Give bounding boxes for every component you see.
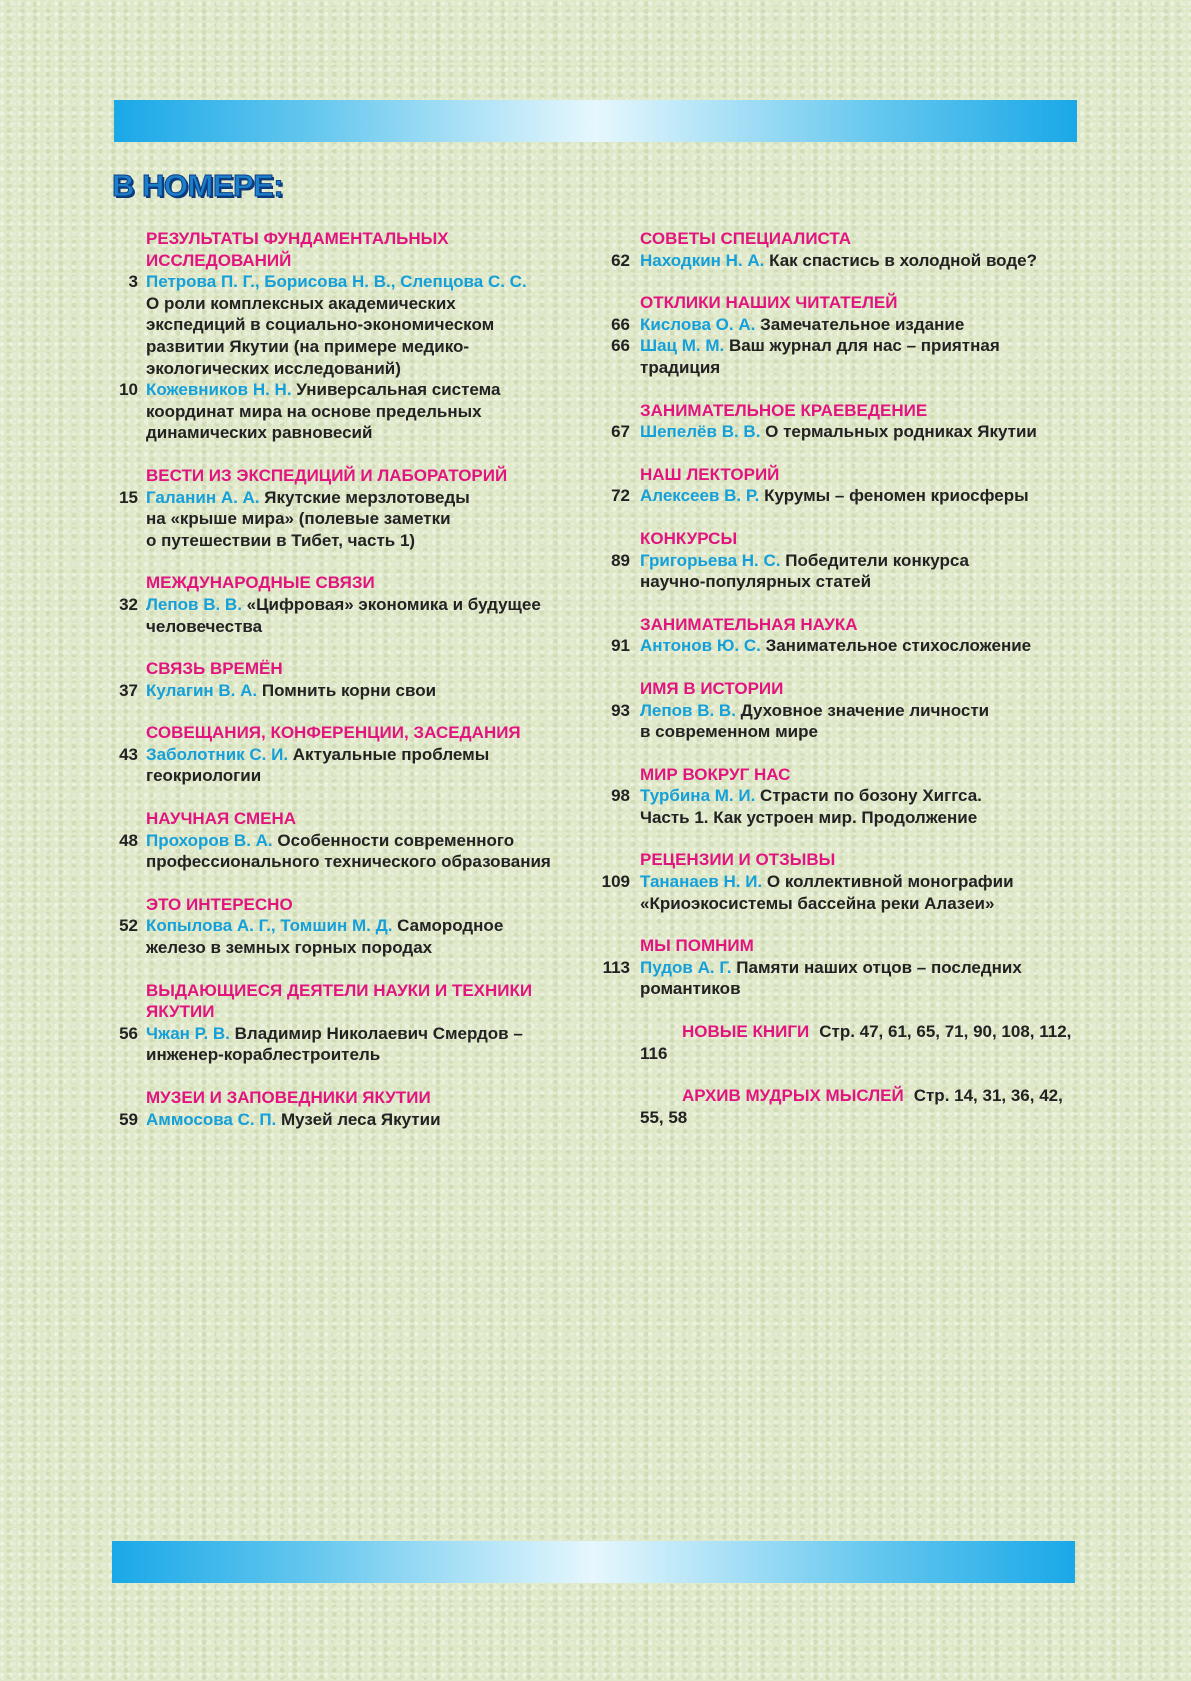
page-number: 62 xyxy=(611,250,630,270)
section-heading-line: ВЫДАЮЩИЕСЯ ДЕЯТЕЛИ НАУКИ И ТЕХНИКИ xyxy=(146,980,533,1000)
page-number: 52 xyxy=(119,916,138,936)
section-heading-line: ЯКУТИИ xyxy=(146,1002,215,1022)
article-author: Аммосова С. П. xyxy=(146,1109,277,1129)
article-author: Шац М. М. xyxy=(640,336,725,356)
article-title: экологических исследований) xyxy=(146,358,401,378)
page-number: 91 xyxy=(611,636,630,656)
section-heading: СОВЕТЫ СПЕЦИАЛИСТА xyxy=(640,229,851,248)
toc-entry xyxy=(598,421,1088,443)
article-title: О роли комплексных академических xyxy=(146,293,456,313)
page-number: 113 xyxy=(602,957,630,977)
article-title: развитии Якутии (на примере медико- xyxy=(146,336,470,356)
page-number: 66 xyxy=(611,336,630,356)
inline-section xyxy=(640,1021,1088,1064)
toc-section xyxy=(112,1087,582,1130)
toc-section xyxy=(598,614,1088,657)
toc-section xyxy=(598,292,1088,378)
page-number: 67 xyxy=(611,422,630,442)
article-author: Кожевников Н. Н. xyxy=(146,380,292,400)
article-author: Лепов В. В. xyxy=(146,594,242,614)
section-heading: АРХИВ МУДРЫХ МЫСЛЕЙ xyxy=(682,1086,904,1106)
toc-entry xyxy=(598,314,1088,336)
article-title: О термальных родниках Якутии xyxy=(765,422,1037,442)
article-title: на «крыше мира» (полевые заметки xyxy=(146,509,451,529)
article-title: О коллективной монографии xyxy=(766,872,1014,892)
toc-left-column xyxy=(112,228,582,1151)
page-number: 93 xyxy=(611,700,630,720)
toc-section xyxy=(112,808,582,873)
page-number: 3 xyxy=(128,272,138,292)
toc-entry xyxy=(112,594,582,637)
article-title: «Криоэкосистемы бассейна реки Алазеи» xyxy=(640,893,995,913)
toc-entry xyxy=(598,335,1088,378)
article-author: Кислова О. А. xyxy=(640,314,756,334)
article-title: Курумы – феномен криосферы xyxy=(764,486,1029,506)
page-number: 15 xyxy=(119,487,138,507)
section-heading xyxy=(146,228,582,271)
section-heading: ЗАНИМАТЕЛЬНОЕ КРАЕВЕДЕНИЕ xyxy=(640,400,928,420)
toc-entry xyxy=(598,485,1088,507)
page-list: Стр. 47, 61, 65, 71, 90, 108, 112, 116 xyxy=(640,1022,1072,1063)
toc-section xyxy=(112,228,582,444)
toc-entry xyxy=(112,744,582,787)
toc-entry xyxy=(112,680,582,702)
section-heading: КОНКУРСЫ xyxy=(640,528,738,548)
page-title: В НОМЕРЕ: xyxy=(112,168,284,203)
section-heading: СВЯЗЬ ВРЕМЁН xyxy=(146,659,283,679)
article-title: геокриологии xyxy=(146,766,262,786)
page-number: 89 xyxy=(611,550,630,570)
toc-section xyxy=(112,572,582,637)
article-title: координат мира на основе предельных xyxy=(146,401,482,421)
page-number: 66 xyxy=(611,314,630,334)
article-title: Духовное значение личности xyxy=(740,700,990,720)
toc-entry xyxy=(112,1023,582,1066)
toc-section xyxy=(112,465,582,551)
article-title: в современном мире xyxy=(640,722,818,742)
section-heading: ВЕСТИ ИЗ ЭКСПЕДИЦИЙ И ЛАБОРАТОРИЙ xyxy=(146,465,508,485)
section-heading: НОВЫЕ КНИГИ xyxy=(682,1022,810,1042)
article-title: Ваш журнал для нас – приятная xyxy=(728,336,1000,356)
page-number: 32 xyxy=(119,594,138,614)
page-number: 48 xyxy=(119,830,138,850)
article-author: Алексеев В. Р. xyxy=(640,486,760,506)
article-title: человечества xyxy=(146,616,263,636)
article-title: динамических равновесий xyxy=(146,423,373,443)
toc-section xyxy=(112,722,582,787)
toc-entry xyxy=(112,271,582,379)
page-list: Стр. 14, 31, 36, 42, 55, 58 xyxy=(640,1086,1063,1127)
article-author: Находкин Н. А. xyxy=(640,250,765,270)
article-title: о путешествии в Тибет, часть 1) xyxy=(146,530,416,550)
page-number: 43 xyxy=(119,744,138,764)
article-title: Самородное xyxy=(397,916,504,936)
page-number: 10 xyxy=(119,380,138,400)
article-author: Чжан Р. В. xyxy=(146,1023,230,1043)
section-heading: СОВЕЩАНИЯ, КОНФЕРЕНЦИИ, ЗАСЕДАНИЯ xyxy=(146,723,521,743)
page-number: 98 xyxy=(611,786,630,806)
article-title: инженер-кораблестроитель xyxy=(146,1045,381,1065)
toc-entry xyxy=(112,915,582,958)
page-number: 59 xyxy=(119,1109,138,1129)
article-title: Замечательное издание xyxy=(760,314,965,334)
toc-entry xyxy=(598,635,1088,657)
article-author: Кулагин В. А. xyxy=(146,680,258,700)
article-title: Актуальные проблемы xyxy=(292,744,490,764)
top-decorative-band xyxy=(114,100,1077,142)
section-heading-line: ИССЛЕДОВАНИЙ xyxy=(146,250,292,270)
section-heading: РЕЦЕНЗИИ И ОТЗЫВЫ xyxy=(640,850,836,870)
section-heading: МЕЖДУНАРОДНЫЕ СВЯЗИ xyxy=(146,573,375,593)
article-author: Григорьева Н. С. xyxy=(640,550,781,570)
section-heading: МУЗЕИ И ЗАПОВЕДНИКИ ЯКУТИИ xyxy=(146,1088,431,1107)
article-author: Прохоров В. А. xyxy=(146,830,273,850)
article-title: Якутские мерзлотоведы xyxy=(264,487,470,507)
toc-section xyxy=(598,528,1088,593)
toc-section xyxy=(598,228,1088,271)
article-title: Часть 1. Как устроен мир. Продолжение xyxy=(640,807,978,827)
page-number: 56 xyxy=(119,1023,138,1043)
page-number: 37 xyxy=(119,680,138,700)
article-title: Как спастись в холодной воде? xyxy=(769,250,1037,270)
article-title: Памяти наших отцов – последних xyxy=(736,957,1022,977)
section-heading: ИМЯ В ИСТОРИИ xyxy=(640,678,784,698)
toc-entry xyxy=(598,785,1088,828)
article-title: профессионального технического образования xyxy=(146,852,551,872)
section-heading: МЫ ПОМНИМ xyxy=(640,936,754,956)
inline-section xyxy=(640,1085,1088,1128)
article-title: Страсти по бозону Хиггса. xyxy=(760,786,982,806)
toc-entry xyxy=(598,550,1088,593)
page-number: 109 xyxy=(601,872,630,892)
article-author: Тананаев Н. И. xyxy=(640,872,763,892)
article-title: Особенности современного xyxy=(277,830,515,850)
article-author: Заболотник С. И. xyxy=(146,744,289,764)
toc-section xyxy=(112,658,582,701)
article-title: романтиков xyxy=(640,979,741,999)
article-title: Помнить корни свои xyxy=(261,680,437,700)
section-heading: МИР ВОКРУГ НАС xyxy=(640,764,791,784)
article-author: Пудов А. Г. xyxy=(640,957,732,977)
article-title: Музей леса Якутии xyxy=(281,1109,441,1129)
toc-entry xyxy=(598,957,1088,1000)
toc-section xyxy=(112,980,582,1066)
section-heading: ЗАНИМАТЕЛЬНАЯ НАУКА xyxy=(640,614,858,634)
toc-entry xyxy=(598,700,1088,743)
toc-section xyxy=(598,400,1088,443)
article-author: Лепов В. В. xyxy=(640,700,736,720)
article-author: Петрова П. Г., Борисова Н. В., Слепцова С. С. xyxy=(146,272,527,292)
section-heading xyxy=(146,980,582,1023)
article-author: Турбина М. И. xyxy=(640,786,756,806)
article-title: железо в земных горных породах xyxy=(146,938,433,958)
toc-section xyxy=(598,678,1088,743)
toc-entry xyxy=(598,250,1088,272)
toc-entry xyxy=(112,830,582,873)
toc-section xyxy=(112,894,582,959)
toc-section xyxy=(598,464,1088,507)
toc-entry xyxy=(112,487,582,552)
toc-section xyxy=(598,935,1088,1000)
toc-section xyxy=(598,764,1088,829)
article-author: Копылова А. Г., Томшин М. Д. xyxy=(146,916,393,936)
article-title: Победители конкурса xyxy=(785,550,969,570)
page-number: 72 xyxy=(611,486,630,506)
article-author: Шепелёв В. В. xyxy=(640,422,761,442)
section-heading: ЭТО ИНТЕРЕСНО xyxy=(146,894,293,914)
article-title: Занимательное стихосложение xyxy=(765,636,1032,656)
section-heading: ОТКЛИКИ НАШИХ ЧИТАТЕЛЕЙ xyxy=(640,293,898,313)
section-heading: НАШ ЛЕКТОРИЙ xyxy=(640,464,780,484)
bottom-decorative-band xyxy=(112,1541,1075,1583)
toc-section xyxy=(598,849,1088,914)
article-title: экспедиций в социально-экономическом xyxy=(146,315,495,335)
article-title: «Цифровая» экономика и будущее xyxy=(246,594,541,614)
article-title: Владимир Николаевич Смердов – xyxy=(234,1023,523,1043)
article-author: Антонов Ю. С. xyxy=(640,636,761,656)
section-heading: НАУЧНАЯ СМЕНА xyxy=(146,809,297,829)
toc-entry xyxy=(112,1109,582,1131)
toc-entry xyxy=(598,871,1088,914)
toc-entry xyxy=(112,379,582,444)
article-author: Галанин А. А. xyxy=(146,487,260,507)
article-title: научно-популярных статей xyxy=(640,572,872,592)
article-title: Универсальная система xyxy=(296,380,501,400)
article-title: традиция xyxy=(640,357,721,377)
toc-right-column xyxy=(598,228,1088,1149)
section-heading-line: РЕЗУЛЬТАТЫ ФУНДАМЕНТАЛЬНЫХ xyxy=(146,229,449,248)
